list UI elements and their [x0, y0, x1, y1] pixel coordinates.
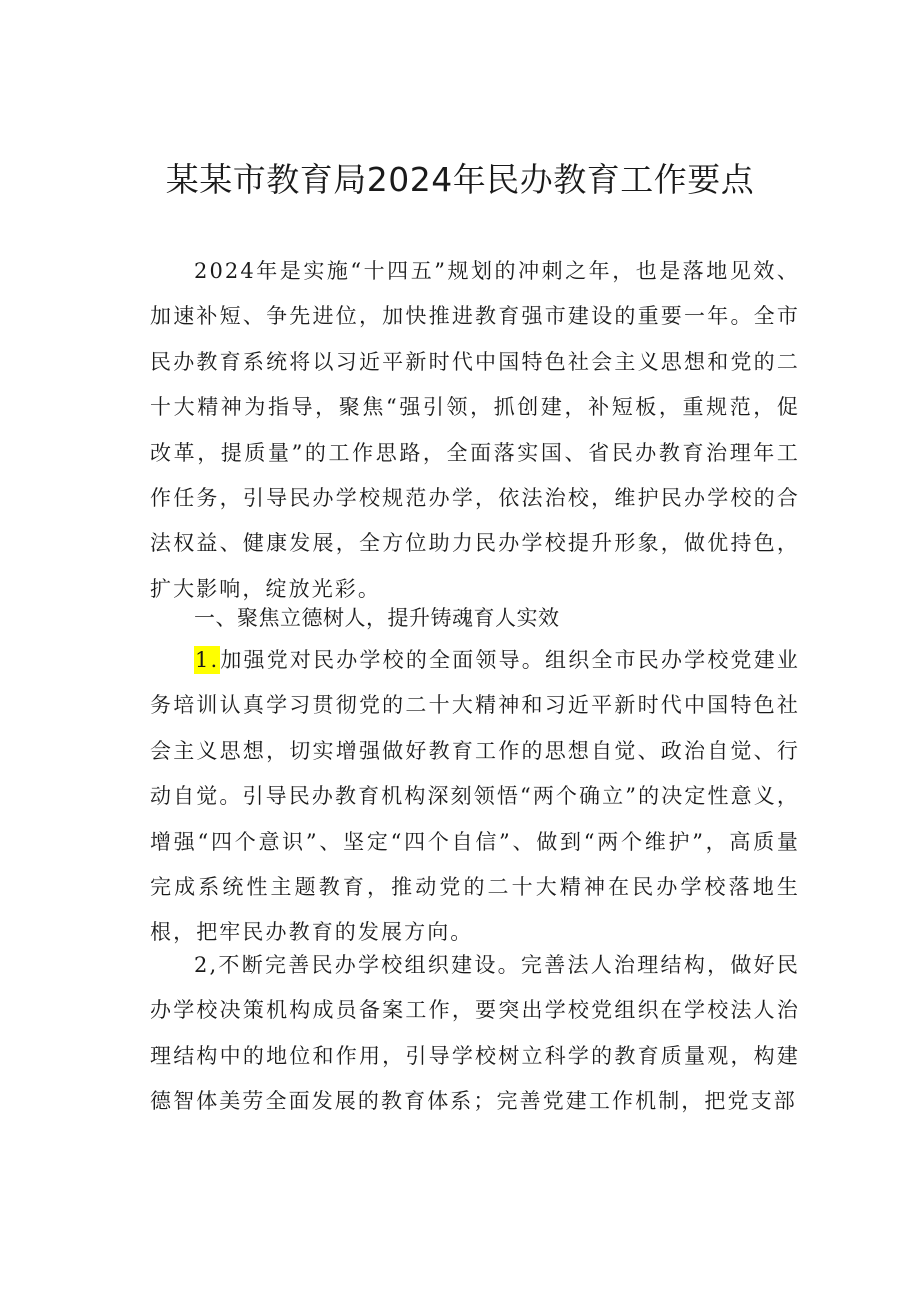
highlighted-item-number: 1.	[195, 648, 220, 672]
section-heading: 一、聚焦立德树人，提升铸魂育人实效	[194, 606, 560, 630]
list-item-text: 不断完善民办学校组织建设。完善法人治理结构，做好民办学校决策机构成员备案工作，要突出学校党组织在学校法人治理结构中的地位和作用，引导学校树立科学的教育质量观，构建德智体美劳全面发展的教育体系；完善党建工作机制，把党支部	[150, 953, 800, 1114]
list-item	[150, 638, 800, 956]
document-title: 某某市教育局2024年民办教育工作要点	[165, 160, 755, 199]
item-number: 2,	[194, 953, 219, 977]
intro-paragraph: 2024年是实施“十四五”规划的冲刺之年，也是落地见效、加速补短、争先进位，加快推进教育强市建设的重要一年。全市民办教育系统将以习近平新时代中国特色社会主义思想和党的二十大精神为指导，聚焦“强引领，抓创建，补短板，重规范，促改革，提质量”的工作思路，全面落实国、省民办教育治理年工作任务，引导民办学校规范办学，依法治校，维护民办学校的合法权益、健康发展，全方位助力民办学校提升形象，做优持色，扩大影响，绽放光彩。	[150, 259, 800, 601]
list-item-text: 加强党对民办学校的全面领导。组织全市民办学校党建业务培训认真学习贯彻党的二十大精神和习近平新时代中国特色社会主义思想，切实增强做好教育工作的思想自觉、政治自觉、行动自觉。引导民办教育机构深刻领悟“两个确立”的决定性意义，增强“四个意识”、坚定“四个自信”、做到“两个维护”，高质量完成系统性主题教育，推动党的二十大精神在民办学校落地生根，把牢民办教育的发展方向。	[150, 648, 800, 945]
list-item	[150, 943, 800, 1125]
